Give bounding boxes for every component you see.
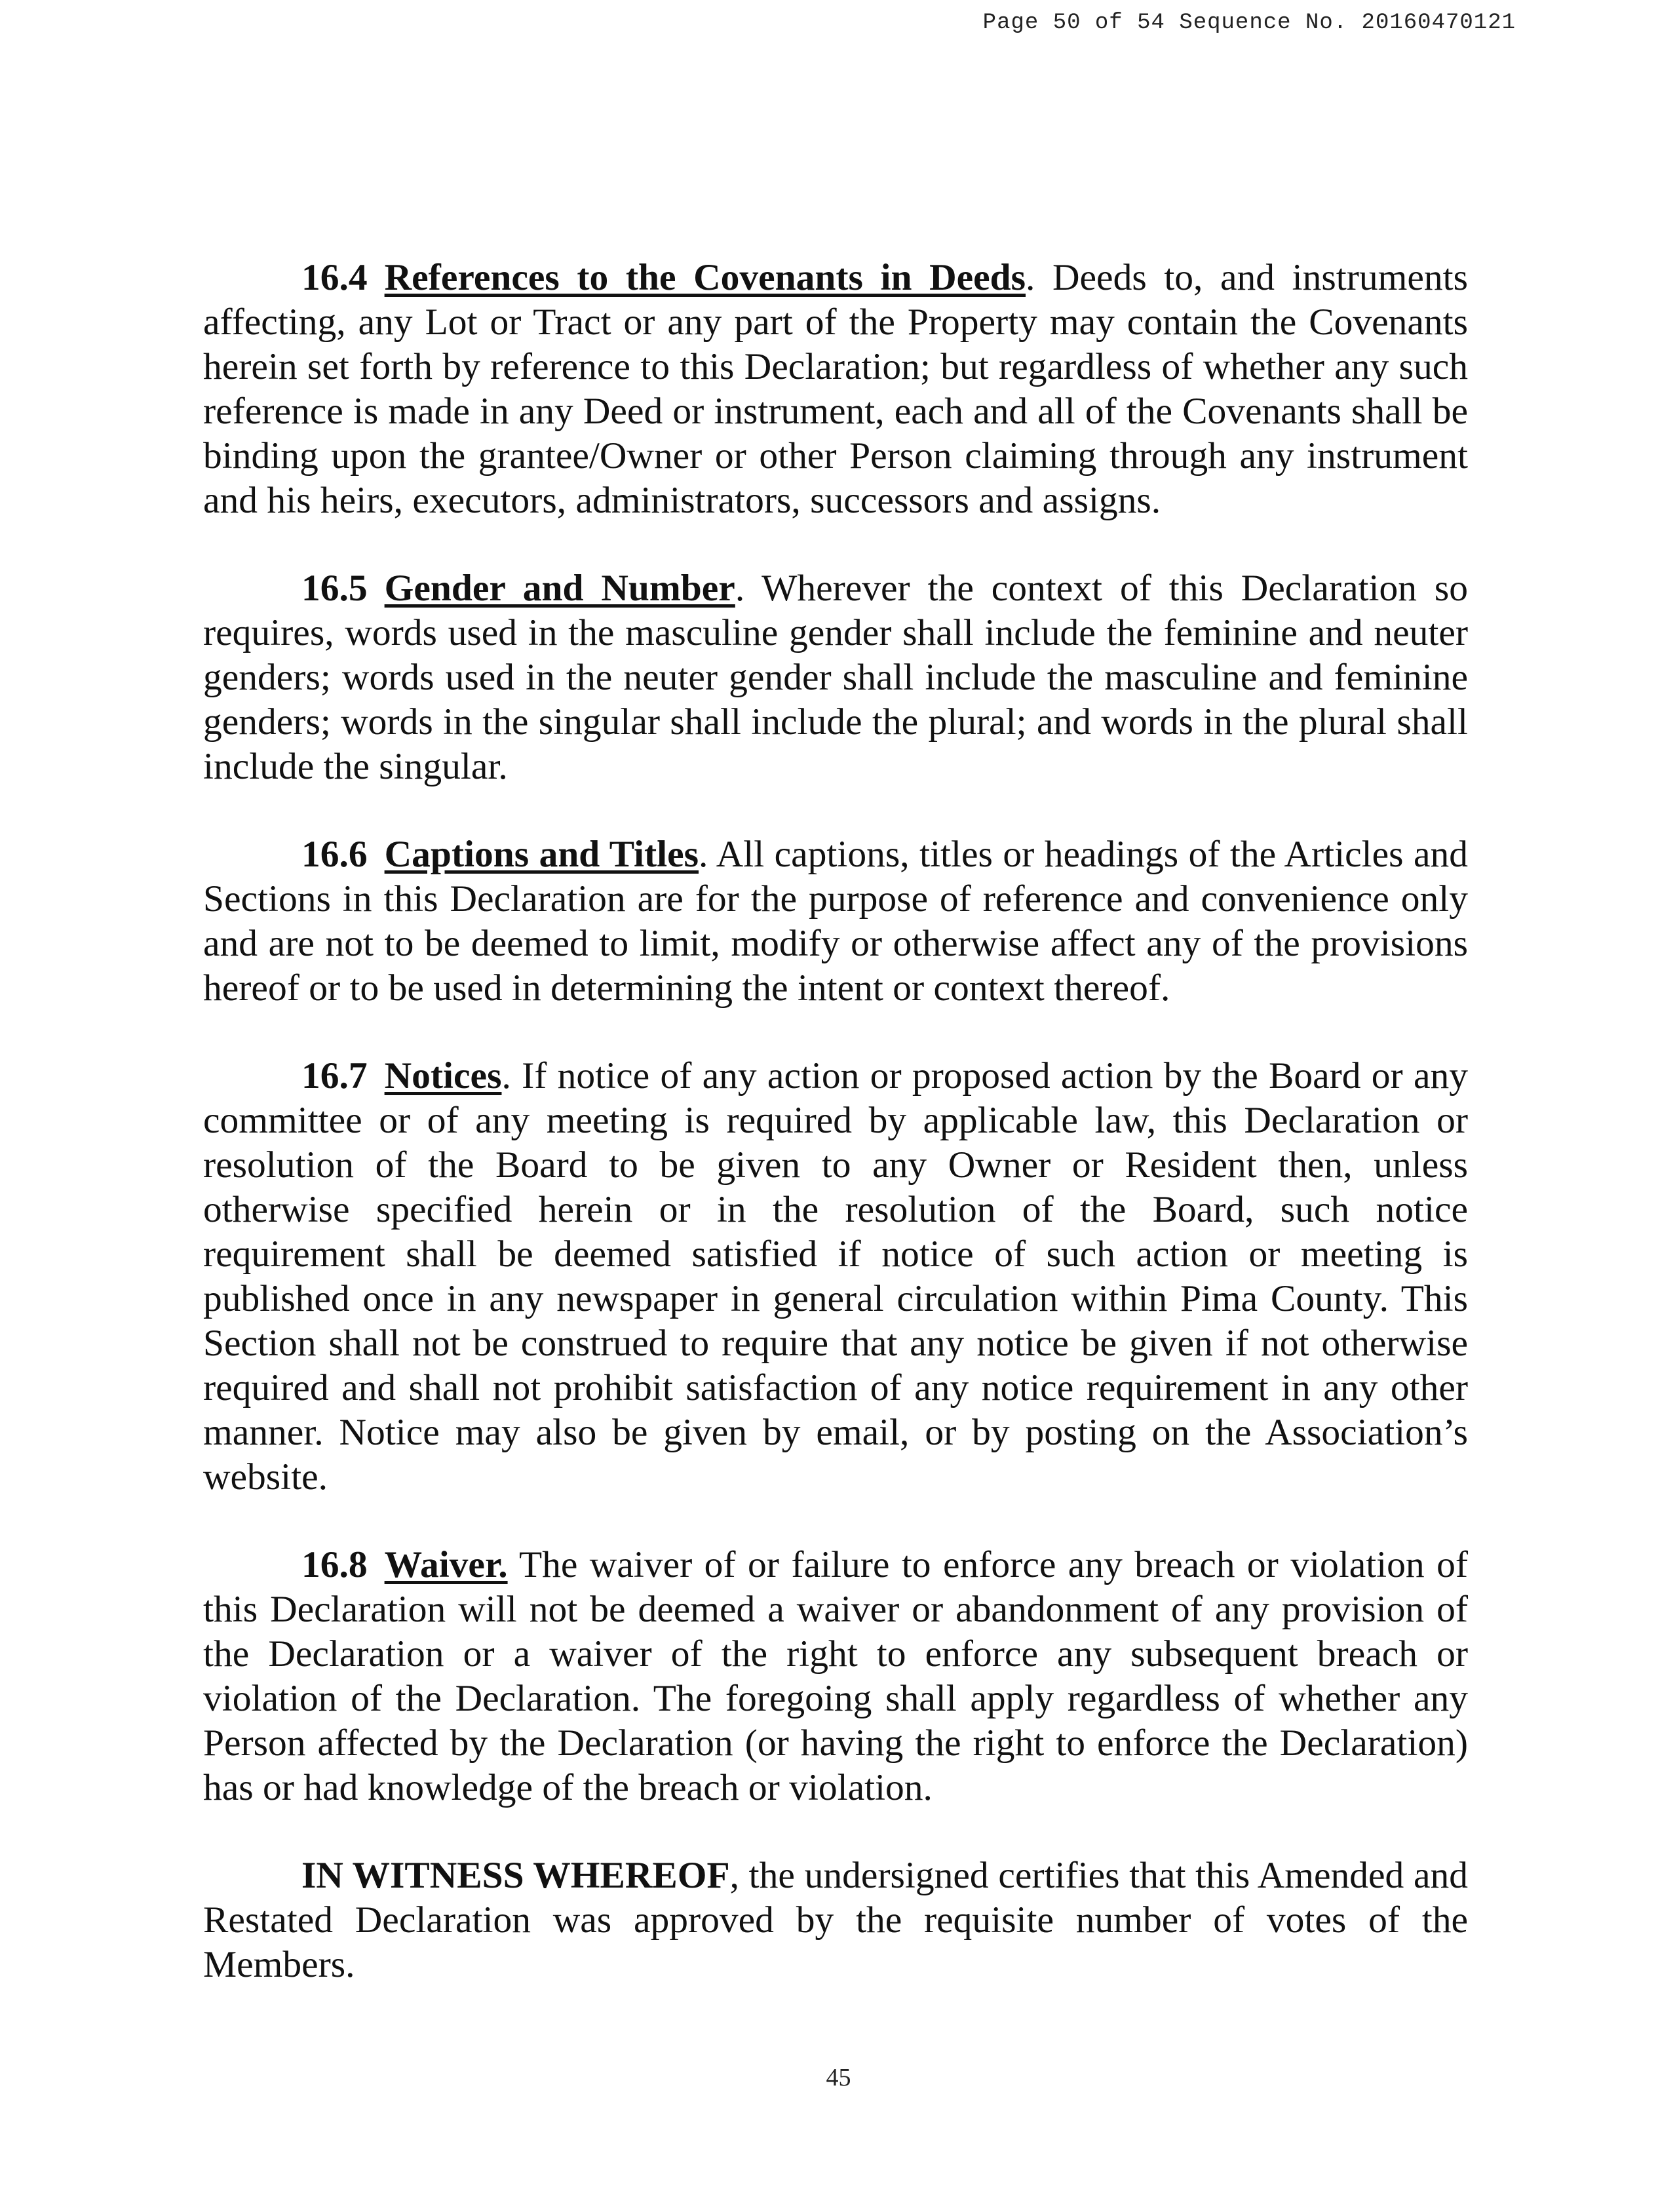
section-title: Captions and Titles <box>384 834 699 875</box>
section-title: Waiver. <box>384 1544 508 1585</box>
section-number: 16.8 <box>301 1544 368 1585</box>
section-number: 16.7 <box>301 1055 368 1096</box>
section-16-7 <box>203 1054 1468 1500</box>
section-16-4 <box>203 256 1468 523</box>
section-number: 16.4 <box>301 257 368 298</box>
section-body: . If notice of any action or proposed action by the Board or any committee or of any meeting is required by applicable law, this Declaration or resolution of the Board to be given to any Owner or Resident then, unless otherwise specified herein or in the resolution of the Board, such notice requirement shall be deemed satisfied if notice of such action or meeting is published once in any newspaper in general circulation within Pima County. This Section shall not be construed to require that any notice be given if not otherwise required and shall not prohibit satisfaction of any notice requirement in any other manner. Notice may also be given by email, or by posting on the Association’s website. <box>203 1055 1468 1498</box>
section-title: Notices <box>384 1055 502 1096</box>
section-number: 16.6 <box>301 834 368 875</box>
witness-lead: IN WITNESS WHEREOF <box>301 1855 730 1896</box>
section-title: References to the Covenants in Deeds <box>384 257 1026 298</box>
document-sequence-header: Page 50 of 54 Sequence No. 20160470121 <box>982 10 1516 35</box>
section-16-6 <box>203 832 1468 1011</box>
section-16-5 <box>203 566 1468 789</box>
section-body: . Deeds to, and instruments affecting, any Lot or Tract or any part of the Property may contain the Covenants herein set forth by reference to this Declaration; but regardless of whether any such reference is made in any Deed or instrument, each and all of the Covenants shall be binding upon the grantee/Owner or other Person claiming through any instrument and his heirs, executors, administrators, successors and assigns. <box>203 257 1468 521</box>
page-number: 45 <box>826 2064 851 2091</box>
witness-body: , the undersigned certifies that this Amended and Restated Declaration was approved by the requisite number of votes of the Members. <box>203 1855 1468 1985</box>
section-16-8 <box>203 1543 1468 1810</box>
document-body <box>203 256 1468 1987</box>
section-body: . All captions, titles or headings of the Articles and Sections in this Declaration are for the purpose of reference and convenience only and are not to be deemed to limit, modify or otherwise affect any of the provisions hereof or to be used in determining the intent or context thereof. <box>203 834 1468 1009</box>
section-number: 16.5 <box>301 568 368 609</box>
section-title: Gender and Number <box>384 568 735 609</box>
section-body: The waiver of or failure to enforce any breach or violation of this Declaration will not be deemed a waiver or abandonment of any provision of the Declaration or a waiver of the right to enforce any subsequent breach or violation of the Declaration. The foregoing shall apply regardless of whether any Person affected by the Declaration (or having the right to enforce the Declaration) has or had knowledge of the breach or violation. <box>203 1544 1468 1808</box>
witness-clause <box>203 1853 1468 1987</box>
section-body: . Wherever the context of this Declaration so requires, words used in the masculine gender shall include the feminine and neuter genders; words used in the neuter gender shall include the masculine and feminine genders; words in the singular shall include the plural; and words in the plural shall include the singular. <box>203 568 1468 787</box>
